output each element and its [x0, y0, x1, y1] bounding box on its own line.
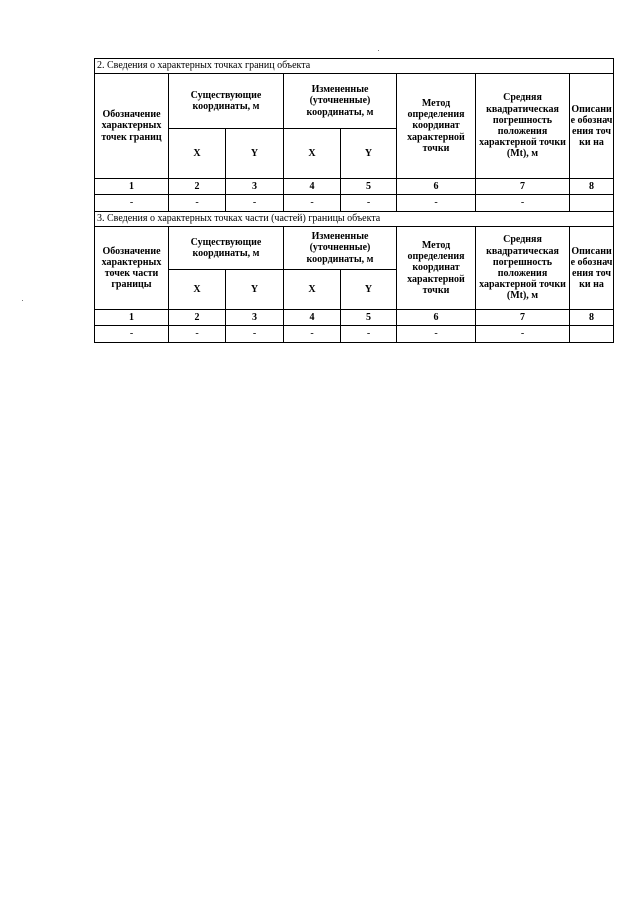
- points-table: [94, 58, 614, 343]
- section3-header-changed: Измененные (уточненные) координаты, м: [284, 227, 397, 270]
- section2-header-description: Описание обозначения точки на: [570, 74, 614, 179]
- section3-column-number: 3: [226, 310, 284, 326]
- section3-column-number: 6: [397, 310, 476, 326]
- section2-header-method: Метод определения координат характерной точки: [397, 74, 476, 179]
- section2-column-number: 2: [169, 179, 226, 195]
- section3-cell: -: [284, 326, 341, 343]
- section2-cell: -: [226, 195, 284, 212]
- section2-column-number: 3: [226, 179, 284, 195]
- section3-header-existing: Существующие координаты, м: [169, 227, 284, 270]
- section3-cell: -: [226, 326, 284, 343]
- section3-header-description: Описание обозначения точки на: [570, 227, 614, 310]
- section2-cell: -: [476, 195, 570, 212]
- section3-column-numbers-row: [95, 310, 614, 326]
- section3-title-row: [95, 212, 614, 227]
- section3-header-method: Метод определения координат характерной точки: [397, 227, 476, 310]
- section2-header-changed-y: Y: [341, 129, 397, 179]
- section2-column-numbers-row: [95, 179, 614, 195]
- section2-title-row: [95, 59, 614, 74]
- section3-column-number: 1: [95, 310, 169, 326]
- section2-column-number: 8: [570, 179, 614, 195]
- section2-header-error: Средняя квадратическая погрешность положения характерной точки (Mt), м: [476, 74, 570, 179]
- section3-column-number: 4: [284, 310, 341, 326]
- section3-header-existing-y: Y: [226, 270, 284, 310]
- section3-cell: -: [397, 326, 476, 343]
- scan-speck: [378, 50, 379, 51]
- section2-header-changed-x: X: [284, 129, 341, 179]
- section2-column-number: 6: [397, 179, 476, 195]
- section2-cell: -: [341, 195, 397, 212]
- section3-cell: [570, 326, 614, 343]
- section3-data-row: [95, 326, 614, 343]
- section2-header-row: [95, 74, 614, 129]
- section3-cell: -: [169, 326, 226, 343]
- section2-column-number: 5: [341, 179, 397, 195]
- section3-header-error: Средняя квадратическая погрешность положения характерной точки (Mt), м: [476, 227, 570, 310]
- section3-title: 3. Сведения о характерных точках части (частей) границы объекта: [95, 212, 614, 227]
- section2-header-existing-x: X: [169, 129, 226, 179]
- section2-cell: -: [397, 195, 476, 212]
- section2-header-existing: Существующие координаты, м: [169, 74, 284, 129]
- section3-cell: -: [95, 326, 169, 343]
- section2-cell: -: [284, 195, 341, 212]
- section3-cell: -: [476, 326, 570, 343]
- section2-column-number: 4: [284, 179, 341, 195]
- section3-column-number: 2: [169, 310, 226, 326]
- section2-column-number: 7: [476, 179, 570, 195]
- section3-header-changed-y: Y: [341, 270, 397, 310]
- section2-header-designation: Обозначение характерных точек границ: [95, 74, 169, 179]
- scan-speck: [22, 300, 23, 301]
- section3-column-number: 5: [341, 310, 397, 326]
- section2-column-number: 1: [95, 179, 169, 195]
- section3-header-changed-x: X: [284, 270, 341, 310]
- section2-header-existing-y: Y: [226, 129, 284, 179]
- section2-data-row: [95, 195, 614, 212]
- section3-header-designation: Обозначение характерных точек части границы: [95, 227, 169, 310]
- section2-title: 2. Сведения о характерных точках границ объекта: [95, 59, 614, 74]
- section3-column-number: 7: [476, 310, 570, 326]
- section3-header-existing-x: X: [169, 270, 226, 310]
- section2-header-changed: Измененные (уточненные) координаты, м: [284, 74, 397, 129]
- section3-cell: -: [341, 326, 397, 343]
- section3-header-row: [95, 227, 614, 270]
- section2-cell: [570, 195, 614, 212]
- section2-cell: -: [169, 195, 226, 212]
- section3-column-number: 8: [570, 310, 614, 326]
- section2-cell: -: [95, 195, 169, 212]
